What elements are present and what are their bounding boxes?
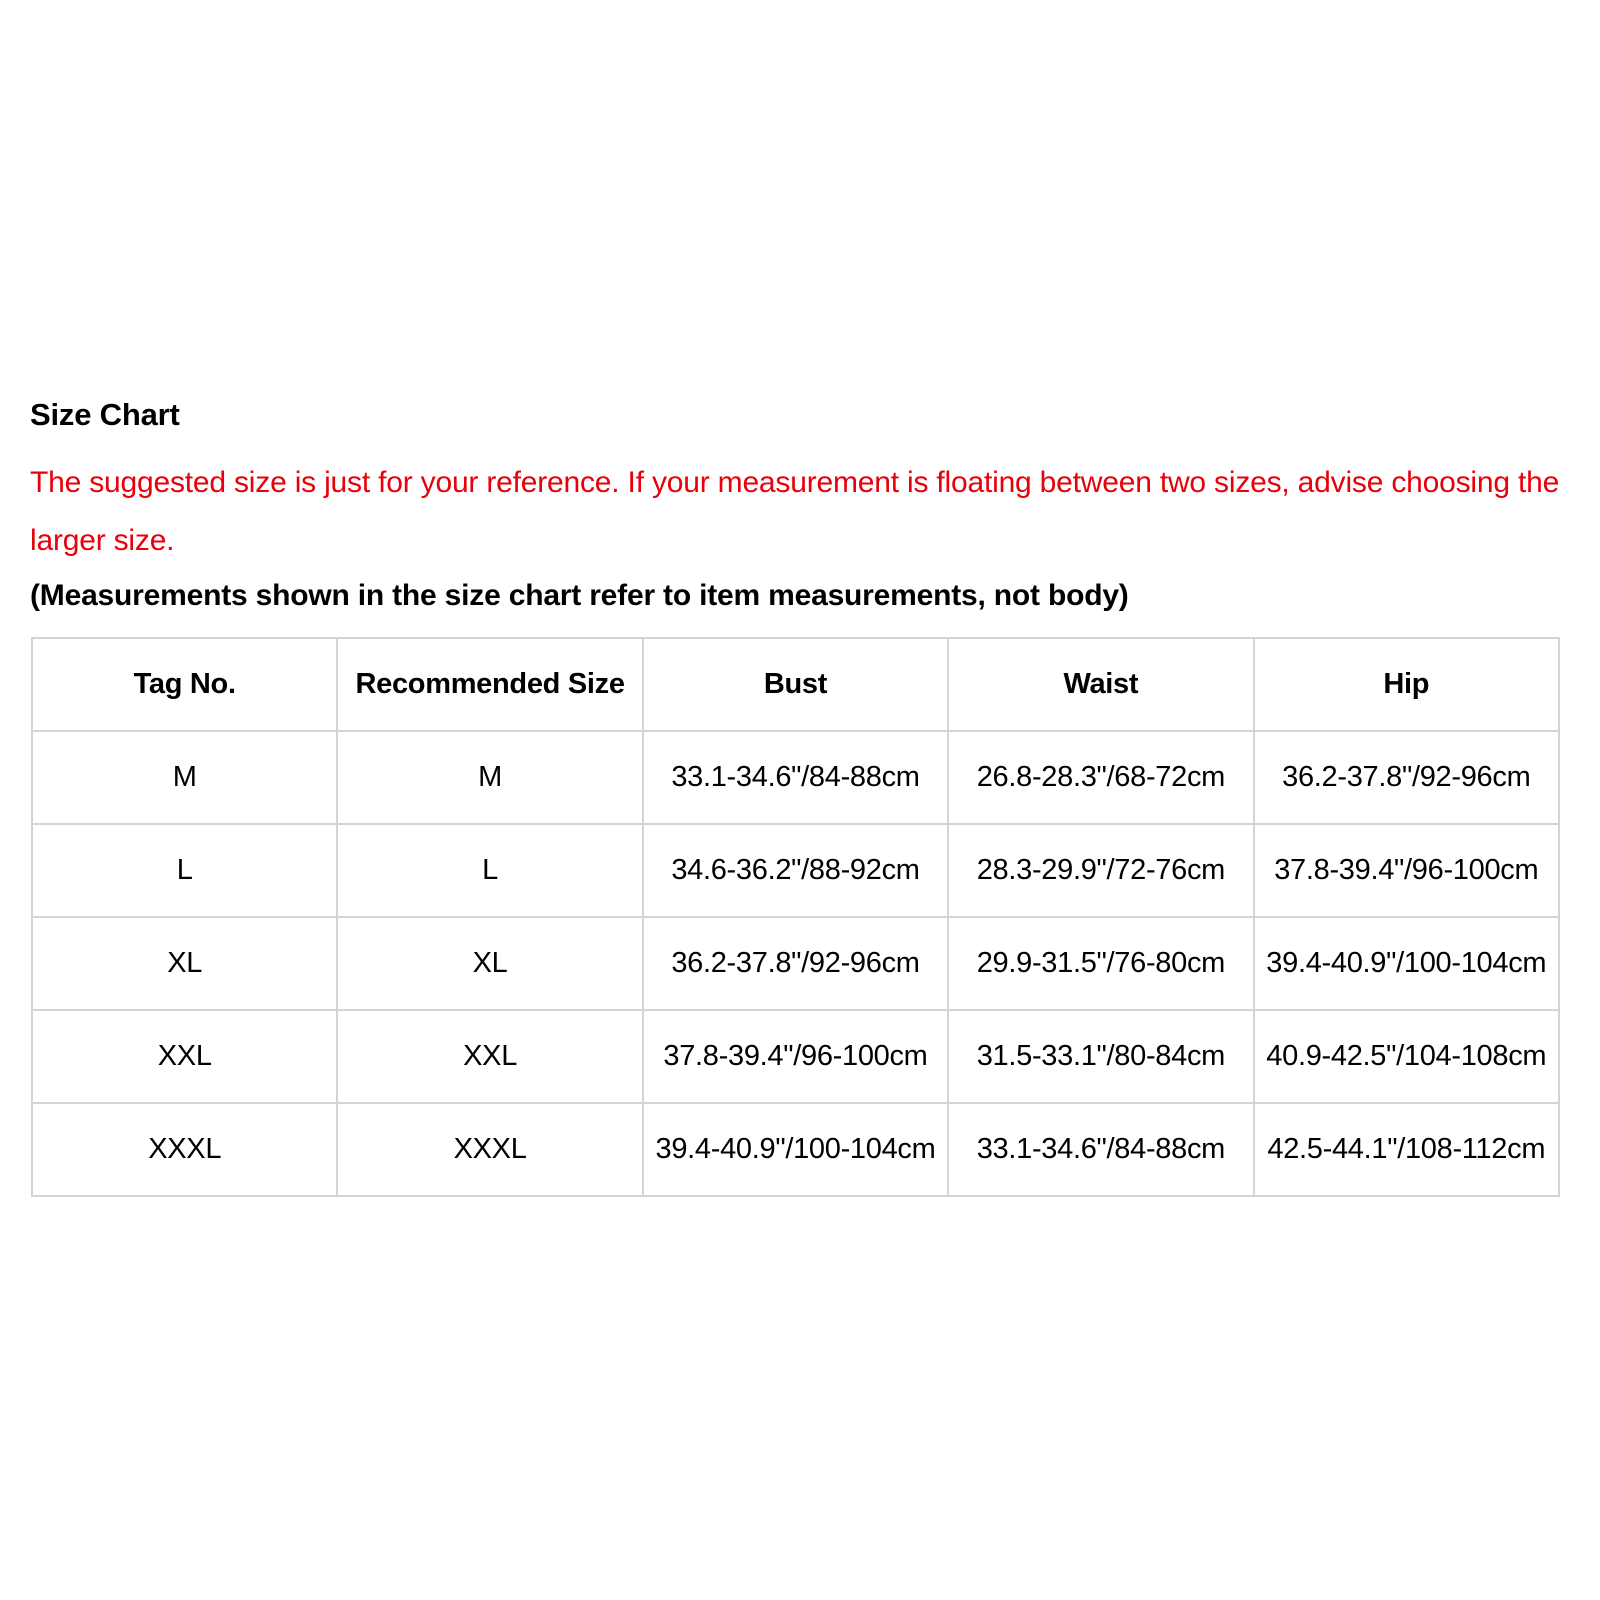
cell-recommended-size: M (337, 731, 642, 824)
header-recommended-size: Recommended Size (337, 638, 642, 731)
cell-recommended-size: XL (337, 917, 642, 1010)
cell-hip: 39.4-40.9"/100-104cm (1254, 917, 1559, 1010)
cell-tag-no: XXL (32, 1010, 337, 1103)
size-chart-intro (30, 398, 1560, 613)
cell-hip: 36.2-37.8"/92-96cm (1254, 731, 1559, 824)
cell-hip: 40.9-42.5"/104-108cm (1254, 1010, 1559, 1103)
page-title: Size Chart (30, 397, 180, 432)
header-bust: Bust (643, 638, 948, 731)
cell-waist: 29.9-31.5"/76-80cm (948, 917, 1253, 1010)
header-waist: Waist (948, 638, 1253, 731)
cell-bust: 39.4-40.9"/100-104cm (643, 1103, 948, 1196)
cell-tag-no: XXXL (32, 1103, 337, 1196)
cell-tag-no: M (32, 731, 337, 824)
cell-hip: 37.8-39.4"/96-100cm (1254, 824, 1559, 917)
table-row (32, 824, 1559, 917)
cell-tag-no: L (32, 824, 337, 917)
measurement-note: (Measurements shown in the size chart refer to item measurements, not body) (30, 579, 1129, 612)
table-row (32, 1010, 1559, 1103)
cell-recommended-size: L (337, 824, 642, 917)
table-header-row (32, 638, 1559, 731)
size-table (31, 637, 1560, 1197)
cell-tag-no: XL (32, 917, 337, 1010)
header-hip: Hip (1254, 638, 1559, 731)
cell-bust: 34.6-36.2"/88-92cm (643, 824, 948, 917)
cell-waist: 26.8-28.3"/68-72cm (948, 731, 1253, 824)
cell-recommended-size: XXL (337, 1010, 642, 1103)
cell-waist: 33.1-34.6"/84-88cm (948, 1103, 1253, 1196)
size-notice: The suggested size is just for your reference. If your measurement is floating between two sizes, advise choosing the larger size. (30, 466, 1560, 557)
table-row (32, 917, 1559, 1010)
cell-bust: 37.8-39.4"/96-100cm (643, 1010, 948, 1103)
cell-waist: 31.5-33.1"/80-84cm (948, 1010, 1253, 1103)
cell-hip: 42.5-44.1"/108-112cm (1254, 1103, 1559, 1196)
cell-bust: 33.1-34.6"/84-88cm (643, 731, 948, 824)
cell-bust: 36.2-37.8"/92-96cm (643, 917, 948, 1010)
header-tag-no: Tag No. (32, 638, 337, 731)
table-row (32, 1103, 1559, 1196)
cell-recommended-size: XXXL (337, 1103, 642, 1196)
cell-waist: 28.3-29.9"/72-76cm (948, 824, 1253, 917)
table-row (32, 731, 1559, 824)
